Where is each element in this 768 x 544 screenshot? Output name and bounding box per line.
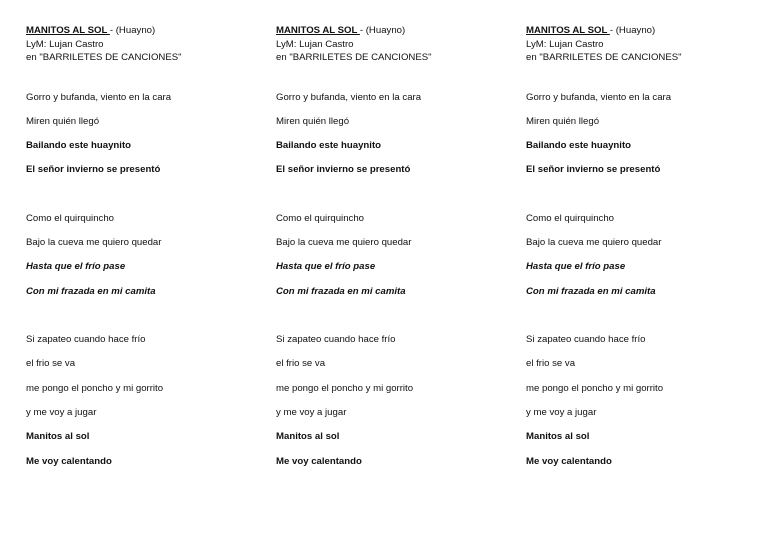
verse2-line4: Con mi frazada en mi camita (526, 286, 656, 297)
verse1-line1: Gorro y bufanda, viento en la cara (276, 92, 422, 103)
chorus-line4: y me voy a jugar (26, 407, 97, 418)
verse1-line3: Bailando este huaynito (526, 140, 632, 151)
chorus-line1: Si zapateo cuando hace frío (276, 334, 396, 345)
verse1-line2: Miren quién llegó (276, 116, 350, 127)
chorus-line6: Me voy calentando (276, 456, 362, 467)
verse2-line4: Con mi frazada en mi camita (276, 286, 406, 297)
chorus-line3: me pongo el poncho y mi gorrito (526, 383, 664, 394)
song-title-main: MANITOS AL SOL (276, 25, 360, 36)
verse2-line2: Bajo la cueva me quiero quedar (526, 237, 662, 248)
song-title-genre: - (Huayno) (109, 25, 156, 36)
chorus-line1: Si zapateo cuando hace frío (526, 334, 646, 345)
verse2-line3: Hasta que el frío pase (26, 261, 126, 272)
verse1-line4: El señor invierno se presentó (26, 164, 161, 175)
song-source: en "BARRILETES DE CANCIONES" (276, 52, 432, 63)
chorus-line2: el frio se va (526, 358, 576, 369)
lyrics-column-3 (526, 0, 756, 544)
verse2-line4: Con mi frazada en mi camita (26, 286, 156, 297)
lyrics-column-2 (276, 0, 506, 544)
verse1-line4: El señor invierno se presentó (276, 164, 411, 175)
verse2-line2: Bajo la cueva me quiero quedar (26, 237, 162, 248)
verse1-line1: Gorro y bufanda, viento en la cara (526, 92, 672, 103)
song-author: LyM: Lujan Castro (276, 39, 354, 50)
song-title-main: MANITOS AL SOL (26, 25, 110, 36)
chorus-line2: el frio se va (276, 358, 326, 369)
verse2-line3: Hasta que el frío pase (276, 261, 376, 272)
song-title-genre: - (Huayno) (359, 25, 406, 36)
song-title (276, 25, 405, 37)
verse1-line3: Bailando este huaynito (26, 140, 132, 151)
verse2-line1: Como el quirquincho (526, 213, 614, 224)
song-author: LyM: Lujan Castro (526, 39, 604, 50)
chorus-line1: Si zapateo cuando hace frío (26, 334, 146, 345)
chorus-line4: y me voy a jugar (276, 407, 347, 418)
chorus-line5: Manitos al sol (526, 431, 590, 442)
chorus-line3: me pongo el poncho y mi gorrito (26, 383, 164, 394)
song-title-main: MANITOS AL SOL (526, 25, 610, 36)
chorus-line2: el frio se va (26, 358, 76, 369)
chorus-line6: Me voy calentando (526, 456, 612, 467)
verse1-line2: Miren quién llegó (526, 116, 600, 127)
verse1-line3: Bailando este huaynito (276, 140, 382, 151)
chorus-line3: me pongo el poncho y mi gorrito (276, 383, 414, 394)
song-title (26, 25, 155, 37)
verse2-line1: Como el quirquincho (26, 213, 114, 224)
verse2-line2: Bajo la cueva me quiero quedar (276, 237, 412, 248)
song-title-genre: - (Huayno) (609, 25, 656, 36)
chorus-line6: Me voy calentando (26, 456, 112, 467)
lyrics-column-1 (26, 0, 256, 544)
chorus-line4: y me voy a jugar (526, 407, 597, 418)
chorus-line5: Manitos al sol (26, 431, 90, 442)
verse1-line1: Gorro y bufanda, viento en la cara (26, 92, 172, 103)
song-source: en "BARRILETES DE CANCIONES" (26, 52, 182, 63)
song-author: LyM: Lujan Castro (26, 39, 104, 50)
verse2-line1: Como el quirquincho (276, 213, 364, 224)
song-source: en "BARRILETES DE CANCIONES" (526, 52, 682, 63)
song-title (526, 25, 655, 37)
verse2-line3: Hasta que el frío pase (526, 261, 626, 272)
chorus-line5: Manitos al sol (276, 431, 340, 442)
verse1-line4: El señor invierno se presentó (526, 164, 661, 175)
verse1-line2: Miren quién llegó (26, 116, 100, 127)
